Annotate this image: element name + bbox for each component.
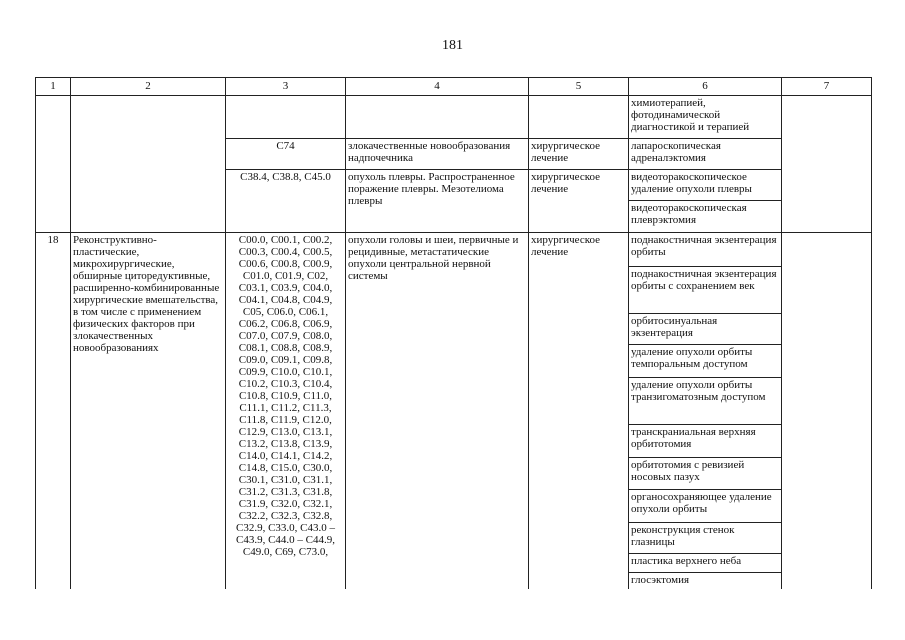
method-cell: реконструкция стенок глазницы [629, 523, 782, 554]
table-header-row [36, 78, 872, 96]
method-cell: поднакостничная экзентерация орбиты с сохранением век [629, 267, 782, 314]
method-cell: лапароскопическая адреналэктомия [629, 138, 782, 170]
diagnosis-cell: опухоли головы и шеи, первичные и рецидивные, метастатические опухоли центральной нервной системы [346, 233, 529, 589]
treatment-type-cell: хирургическое лечение [529, 138, 629, 170]
method-cell: видеоторакоскопическое удаление опухоли плевры [629, 170, 782, 201]
intervention-group-cell: Реконструктивно-пластические, микрохирургические, обширные циторедуктивные, расширенно-комбинированные хирургические вмешательства, в том числе с применением физических факторов при злокачественных новообразованиях [71, 233, 226, 589]
treatment-type-cell: хирургическое лечение [529, 233, 629, 589]
icd-codes-cell: C74 [226, 138, 346, 170]
icd-codes-cell: C38.4, C38.8, C45.0 [226, 170, 346, 233]
table-row [36, 96, 872, 139]
table-row [36, 233, 872, 267]
method-cell: поднакостничная экзентерация орбиты [629, 233, 782, 267]
treatment-type-cell: хирургическое лечение [529, 170, 629, 233]
method-cell: орбитосинуальная экзентерация [629, 314, 782, 345]
procedures-table [35, 77, 872, 589]
method-cell: удаление опухоли орбиты темпоральным доступом [629, 344, 782, 377]
method-cell: глосэктомия [629, 573, 782, 589]
method-cell: химиотерапией, фотодинамической диагностикой и терапией [629, 96, 782, 139]
column-header: 7 [782, 78, 872, 96]
method-cell: видеоторакоскопическая плеврэктомия [629, 201, 782, 233]
column-header: 5 [529, 78, 629, 96]
method-cell: удаление опухоли орбиты транзигоматозным доступом [629, 377, 782, 424]
column-header: 6 [629, 78, 782, 96]
column-header: 4 [346, 78, 529, 96]
column-header: 3 [226, 78, 346, 96]
method-cell: орбитотомия с ревизией носовых пазух [629, 457, 782, 490]
diagnosis-cell: злокачественные новообразования надпочечника [346, 138, 529, 170]
method-cell: транскраниальная верхняя орбитотомия [629, 424, 782, 457]
icd-codes-cell: C00.0, C00.1, C00.2, C00.3, C00.4, C00.5, C00.6, C00.8, C00.9, C01.0, C01.9, C02, C03.1, C03.9, C04.0, C04.1, C04.8, C04.9, C05, C06.0, C06.1, C06.2, C06.8, C06.9, C07.0, C07.9, C08.0, C08.1, C08.8, C08.9, C09.0, C09.1, C09.8, C09.9, C10.0, C10.1, C10.2, C10.3, C10.4, C10.8, C10.9, C11.0, C11.1, C11.2, C11.3, C11.8, C11.9, C12.0, C12.9, C13.0, C13.1, C13.2, C13.8, C13.9, C14.0, C14.1, C14.2, C14.8, C15.0, C30.0, C30.1, C31.0, C31.1, C31.2, C31.3, C31.8, C31.9, C32.0, C32.1, C32.2, C32.3, C32.8, C32.9, C33.0, C43.0 – C43.9, C44.0 – C44.9, C49.0, C69, C73.0, [226, 233, 346, 589]
method-cell: пластика верхнего неба [629, 554, 782, 573]
table-row [36, 138, 872, 170]
column-header: 2 [71, 78, 226, 96]
row-number: 18 [36, 233, 71, 589]
table-row [36, 170, 872, 201]
column-header: 1 [36, 78, 71, 96]
diagnosis-cell: опухоль плевры. Распространенное поражение плевры. Мезотелиома плевры [346, 170, 529, 233]
page-number: 181 [442, 38, 463, 53]
method-cell: органосохраняющее удаление опухоли орбиты [629, 490, 782, 523]
